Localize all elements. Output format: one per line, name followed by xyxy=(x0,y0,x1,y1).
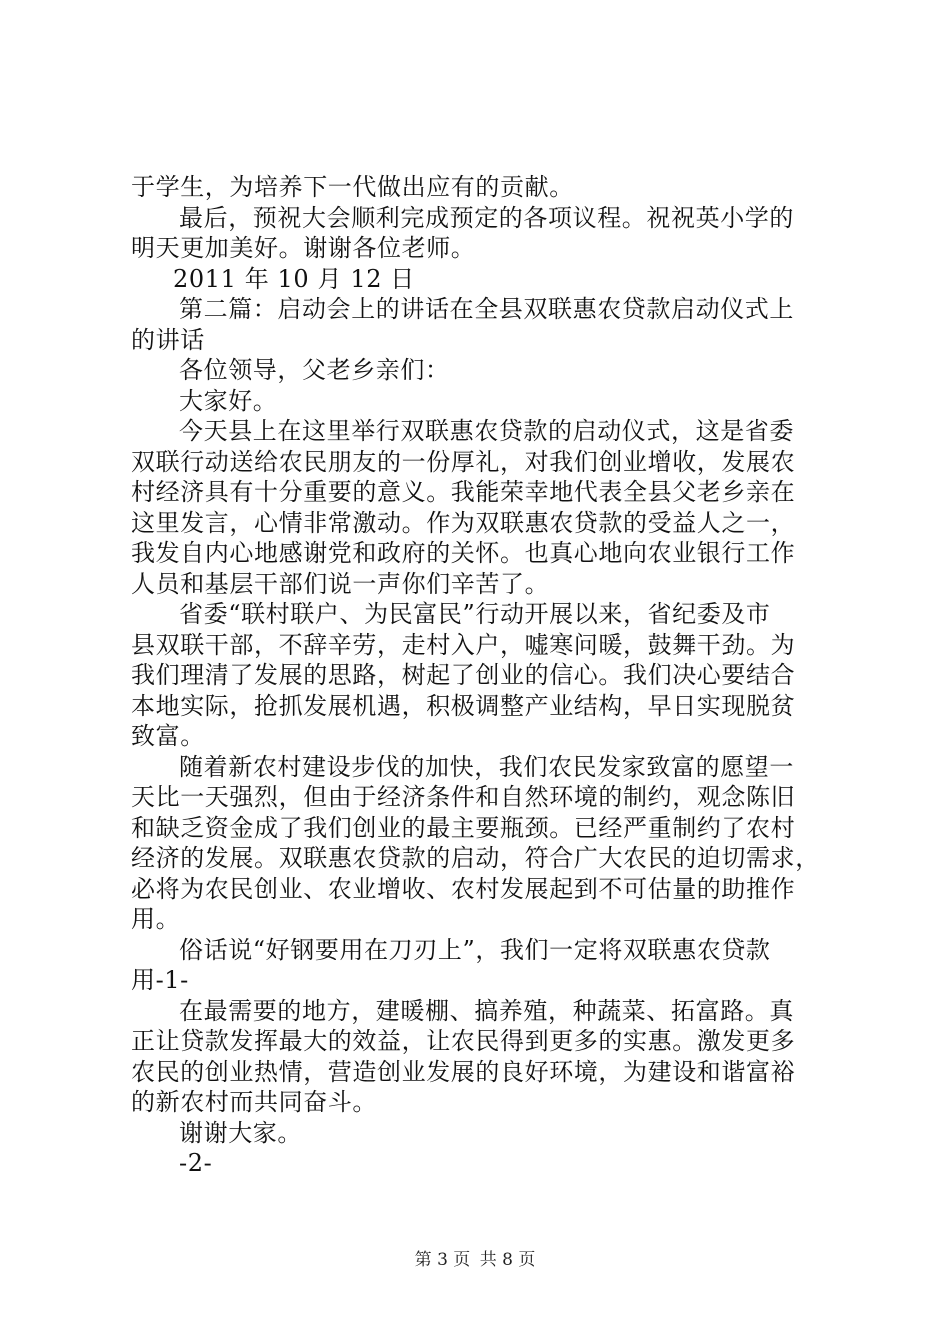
text-line: 经济的发展。双联惠农贷款的启动，符合广大农民的迫切需求， xyxy=(131,844,820,872)
text-line: 天比一天强烈，但由于经济条件和自然环境的制约，观念陈旧 xyxy=(131,783,796,811)
text-line: 和缺乏资金成了我们创业的最主要瓶颈。已经严重制约了农村 xyxy=(131,813,796,842)
text-line: 最后，预祝大会顺利完成预定的各项议程。祝祝英小学的 xyxy=(179,203,794,232)
text-line: 我们理清了发展的思路，树起了创业的信心。我们决心要结合 xyxy=(131,661,796,689)
text-line: 致富。 xyxy=(131,722,205,750)
text-line: -2- xyxy=(179,1149,213,1177)
text-line: 明天更加美好。谢谢各位老师。 xyxy=(131,234,476,262)
text-line: 县双联干部，不辞辛劳，走村入户，嘘寒问暖，鼓舞干劲。为 xyxy=(131,630,796,659)
text-line: 在最需要的地方，建暖棚、搞养殖，种蔬菜、拓富路。真 xyxy=(179,996,794,1025)
text-line: 双联行动送给农民朋友的一份厚礼，对我们创业增收，发展农 xyxy=(131,447,796,476)
text-line: 农民的创业热情，营造创业发展的良好环境，为建设和谐富裕 xyxy=(131,1057,796,1086)
text-line: 的新农村而共同奋斗。 xyxy=(131,1088,377,1116)
text-line: 这里发言，心情非常激动。作为双联惠农贷款的受益人之一， xyxy=(131,508,796,537)
text-line: 于学生，为培养下一代做出应有的贡献。 xyxy=(131,173,574,201)
text-line: 大家好。 xyxy=(179,386,278,415)
text-line: 村经济具有十分重要的意义。我能荣幸地代表全县父老乡亲在 xyxy=(131,478,796,506)
text-line: 2011 年 10 月 12 日 xyxy=(173,264,415,293)
text-line: 俗话说“好钢要用在刀刃上”，我们一定将双联惠农贷款 xyxy=(179,935,771,964)
text-line: 用。 xyxy=(131,905,181,933)
text-line: 本地实际，抢抓发展机遇，积极调整产业结构，早日实现脱贫 xyxy=(131,691,796,720)
text-line: 必将为农民创业、农业增收、农村发展起到不可估量的助推作 xyxy=(131,874,796,903)
text-line: 第二篇：启动会上的讲话在全县双联惠农贷款启动仪式上 xyxy=(179,295,794,323)
text-line: 的讲话 xyxy=(131,325,205,354)
text-line: 今天县上在这里举行双联惠农贷款的启动仪式，这是省委 xyxy=(179,417,794,445)
page-footer xyxy=(0,1245,950,1270)
text-line: 谢谢大家。 xyxy=(179,1118,302,1147)
text-line: 省委“联村联户、为民富民”行动开展以来，省纪委及市 xyxy=(179,600,771,628)
page-number: 第 3 页 xyxy=(414,1250,471,1270)
text-line: 用-1- xyxy=(131,966,189,994)
text-line: 我发自内心地感谢党和政府的关怀。也真心地向农业银行工作 xyxy=(131,539,796,567)
document-body xyxy=(131,172,831,1179)
text-line: 正让贷款发挥最大的效益，让农民得到更多的实惠。激发更多 xyxy=(131,1027,796,1055)
page-total: 共 8 页 xyxy=(479,1250,536,1270)
text-line: 人员和基层干部们说一声你们辛苦了。 xyxy=(131,569,550,598)
text-line: 各位领导，父老乡亲们： xyxy=(179,356,450,384)
text-line: 随着新农村建设步伐的加快，我们农民发家致富的愿望一 xyxy=(179,752,794,781)
